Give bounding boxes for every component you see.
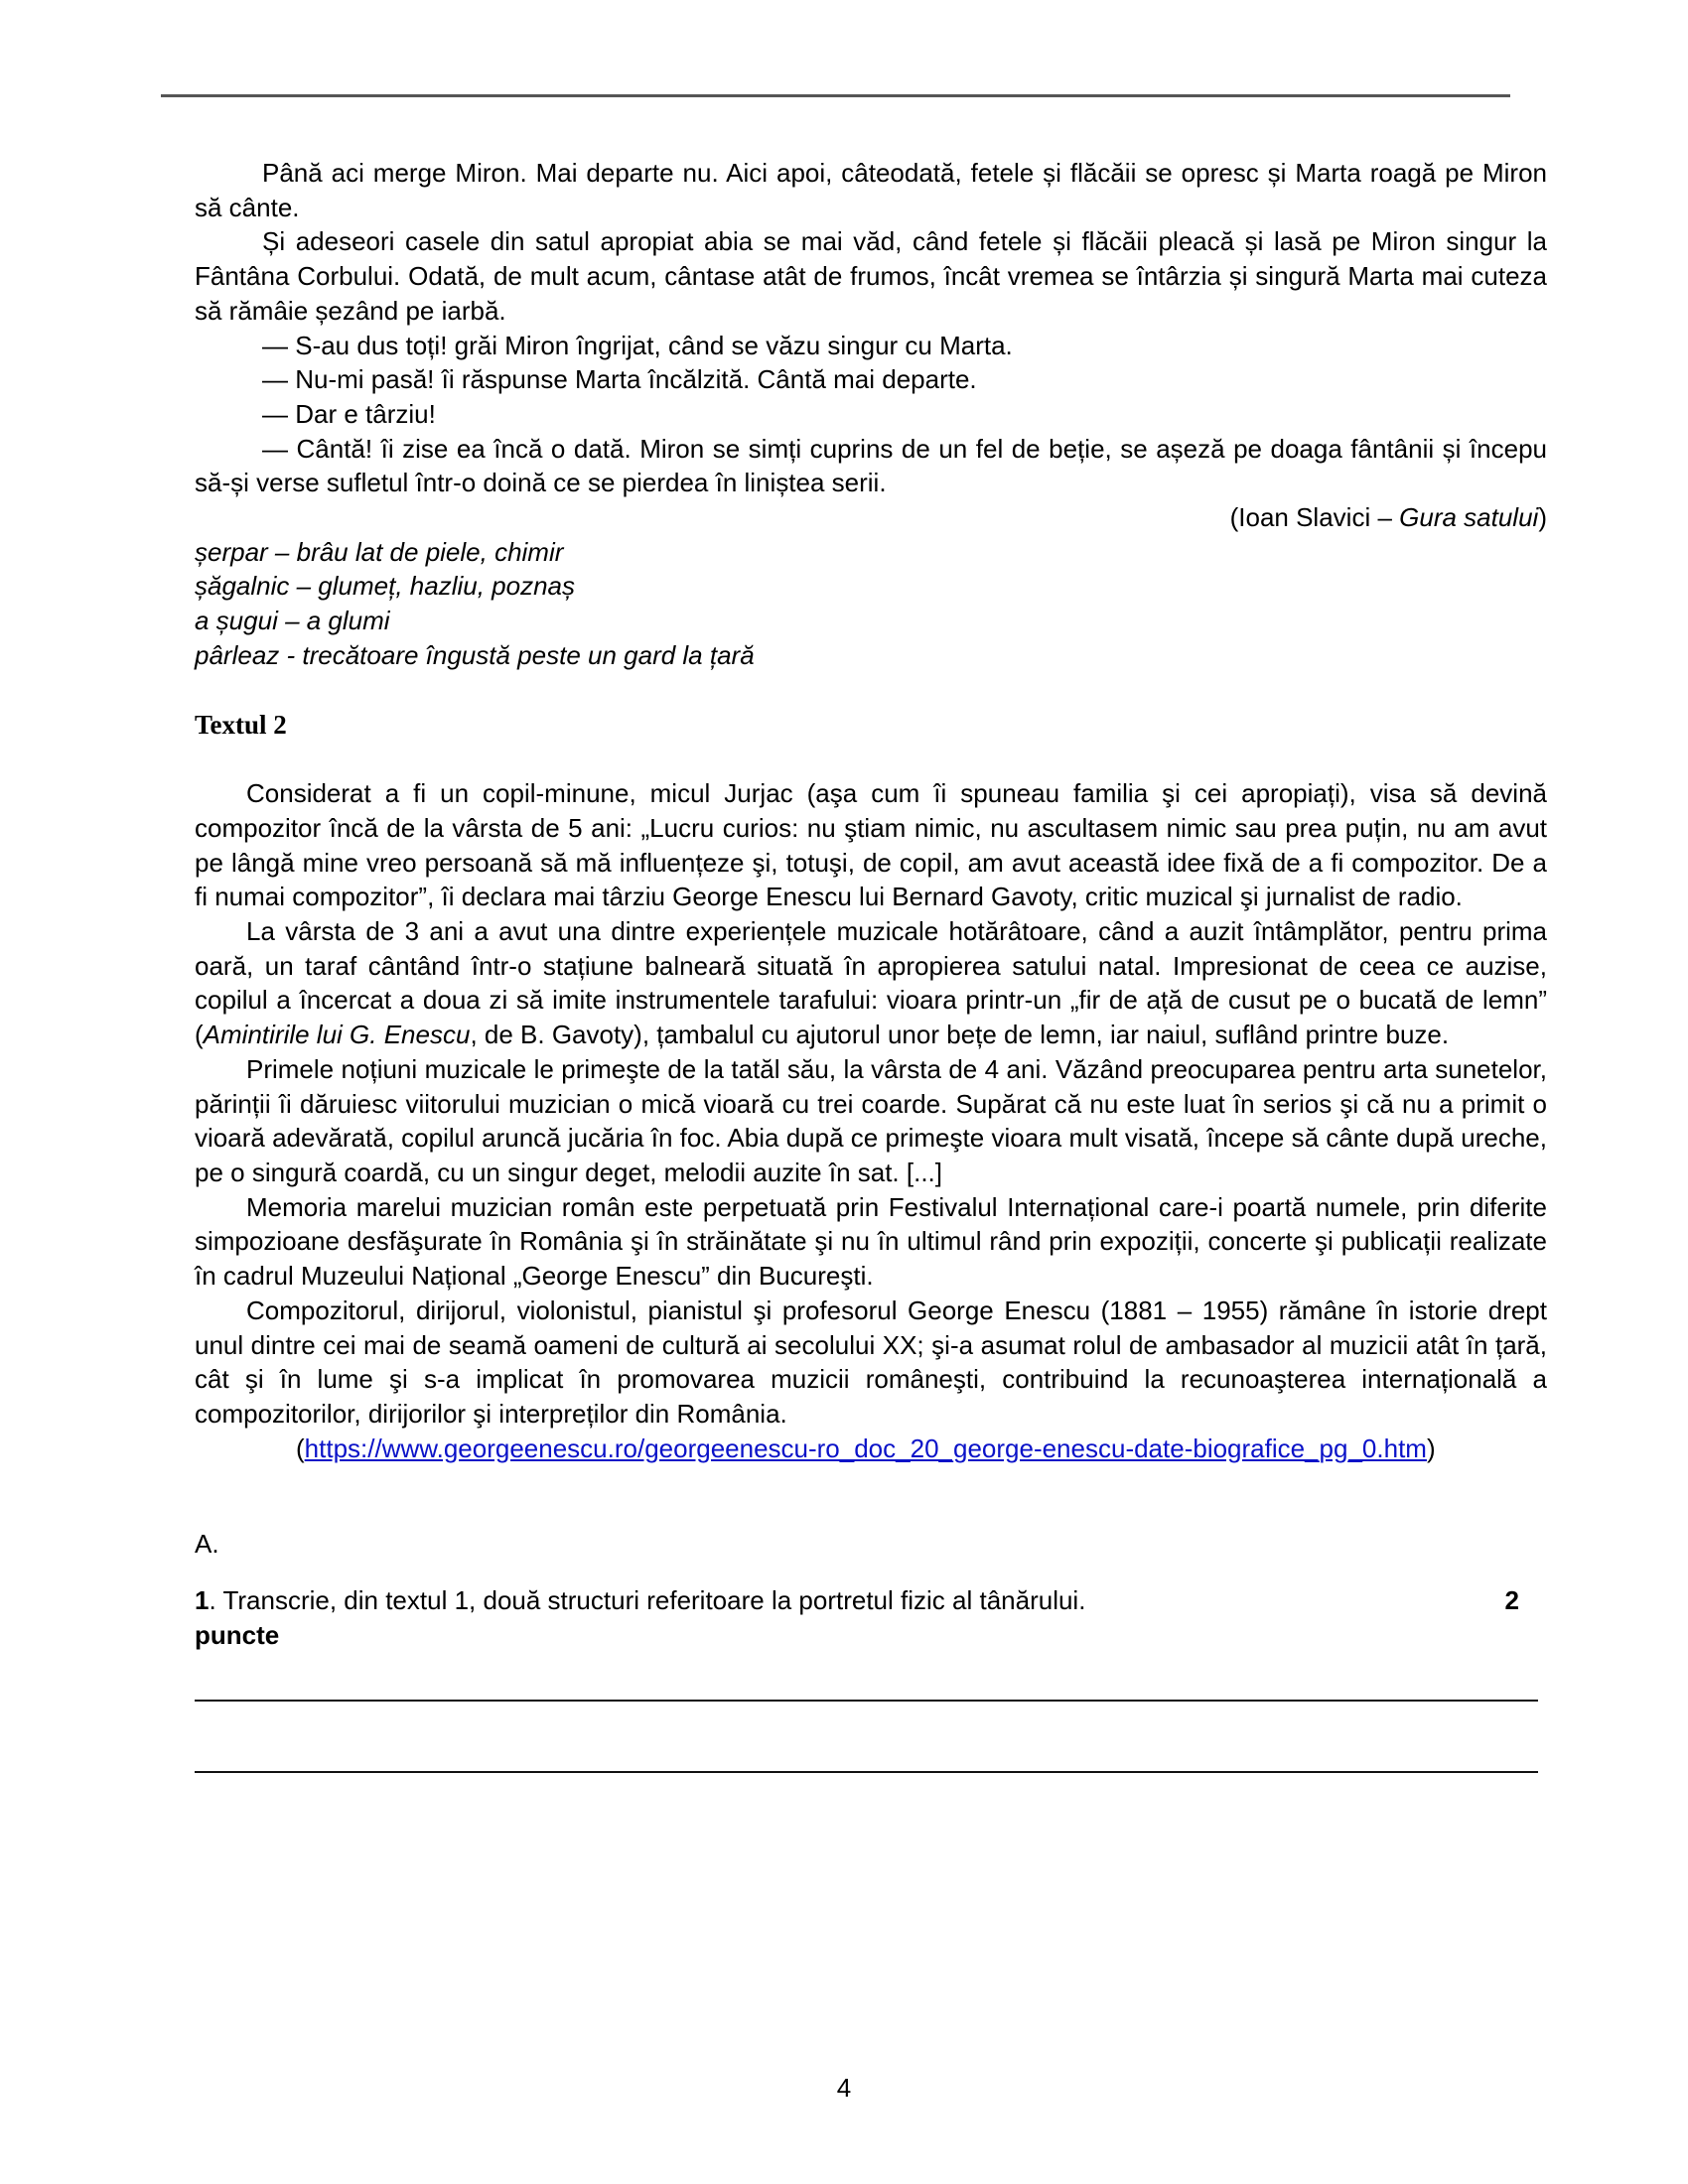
answer-line[interactable]	[195, 1700, 1538, 1702]
section-label: A.	[195, 1529, 219, 1560]
question-text: . Transcrie, din textul 1, două structuri referitoare la portretul fizic al tânărului.	[209, 1585, 1086, 1616]
text2-fragment: , de B. Gavoty), țambalul cu ajutorul unor bețe de lemn, iar naiul, suflând printre buze.	[470, 1020, 1450, 1050]
glossary-entry: a șugui – a glumi	[195, 606, 390, 636]
text2-paragraph	[195, 914, 1547, 1052]
dialogue-line: — S-au dus toți! grăi Miron îngrijat, când se văzu singur cu Marta.	[262, 330, 1013, 360]
text-1	[195, 156, 1547, 673]
exercises	[195, 1527, 1547, 1773]
paren-open: (	[296, 1433, 305, 1463]
answer-line[interactable]	[195, 1771, 1538, 1773]
citation-close: )	[1538, 502, 1547, 533]
text2-paragraph: Compozitorul, dirijorul, violonistul, pianistul şi profesorul George Enescu (1881 – 1955) rămâne în istorie drept unul dintre cei mai de seamă oameni de cultură ai secolului XX; şi-a asumat rolul de ambasador al muzicii atât în țară, cât şi în lume şi s-a implicat în promovarea muzicii româneşti, contribuind la recunoaşterea internațională a compozitorilor, dirijorilor şi interpreților din România.	[195, 1295, 1547, 1429]
page-number: 4	[836, 2073, 852, 2103]
text2-fragment: La vârsta de 3 ani a avut una dintre experiențele muzicale hotărâtoare, când a auzit întâmplător, pentru prima oară, un taraf cântând într-o stațiune balneară situată în apropierea satului natal. Impresionat de ceea ce auzise, copilul a încercat a doua zi să imite instrumentele tarafului: vioara printr-un „fir de ață de cusut pe o bucată de lemn” (	[195, 916, 1547, 1050]
header-rule	[161, 94, 1510, 97]
citation-title: Gura satului	[1399, 502, 1539, 533]
question-points: 2	[1504, 1585, 1519, 1616]
dialogue-line: — Cântă! îi zise ea încă o dată. Miron se simți cuprins de un fel de beție, se așeză pe doaga fântânii și începu să-și verse sufletul într-o doină ce se pierdea în liniștea serii.	[195, 433, 1547, 498]
text2-paragraph: Memoria marelui muzician român este perpetuată prin Festivalul Internațional care-i poartă numele, prin diferite simpozioane desfăşurate în România şi în străinătate şi nu în ultimul rând prin expoziții, concerte şi publicații realizate în cadrul Muzeului Național „George Enescu” din Bucureşti.	[195, 1191, 1547, 1292]
glossary-entry: pârleaz - trecătoare îngustă peste un gard la țară	[195, 639, 755, 670]
dialogue-line: — Dar e târziu!	[262, 398, 436, 429]
text-2	[195, 708, 1547, 1466]
text2-title: Textul 2	[195, 709, 287, 740]
glossary	[195, 535, 1547, 673]
text2-paragraph: Considerat a fi un copil-minune, micul Jurjac (aşa cum îi spuneau familia şi cei apropiați), visa să devină compozitor încă de la vârsta de 5 ani: „Lucru curios: nu ştiam nimic, nu ascultasem nimic sau prea puțin, nu am avut pe lângă mine vreo persoană să mă influențeze şi, totuşi, de copil, am avut această idee fixă de a fi compozitor. De a fi numai compozitor”, îi declara mai târziu George Enescu lui Bernard Gavoty, critic muzical şi jurnalist de radio.	[195, 778, 1547, 912]
points-unit: puncte	[195, 1619, 280, 1650]
question-number: 1	[195, 1585, 210, 1616]
text1-paragraph: Până aci merge Miron. Mai departe nu. Aici apoi, câteodată, fetele și flăcăii se opresc și Marta roagă pe Miron să cânte.	[195, 158, 1547, 222]
text2-paragraph: Primele noțiuni muzicale le primeşte de la tatăl său, la vârsta de 4 ani. Văzând preocuparea pentru arta sunetelor, părinții îi dăruiesc viitorului muzician o mică vioară cu trei coarde. Supărat că nu este luat în serios şi că nu a primit o vioară adevărată, copilul aruncă jucăria în foc. Abia după ce primeşte vioara mult visată, începe să cânte după ureche, pe o singură coardă, cu un singur deget, melodii auzite în sat. [...]	[195, 1053, 1547, 1187]
source-citation	[195, 1432, 1547, 1466]
dialogue-line: — Nu-mi pasă! îi răspunse Marta încălzită. Cântă mai departe.	[262, 364, 977, 395]
paren-close: )	[1426, 1433, 1436, 1463]
source-link[interactable]: https://www.georgeenescu.ro/georgeenescu-ro_doc_20_george-enescu-date-biografice_pg_0.htm	[304, 1433, 1427, 1463]
question-1	[195, 1583, 1547, 1618]
book-title: Amintirile lui G. Enescu	[203, 1020, 471, 1050]
glossary-entry: șerpar – brâu lat de piele, chimir	[195, 536, 564, 567]
citation-author: (Ioan Slavici –	[1229, 502, 1400, 533]
glossary-entry: șăgalnic – glumeț, hazliu, poznaș	[195, 571, 576, 602]
text1-paragraph: Și adeseori casele din satul apropiat abia se mai văd, când fetele și flăcăii pleacă și lasă pe Miron singur la Fântâna Corbului. Odată, de mult acum, cântase atât de frumos, încât vremea se întârzia și singură Marta mai cuteza să rămâie șezând pe iarbă.	[195, 226, 1547, 326]
text1-citation	[195, 500, 1547, 535]
page-content	[195, 156, 1547, 1773]
